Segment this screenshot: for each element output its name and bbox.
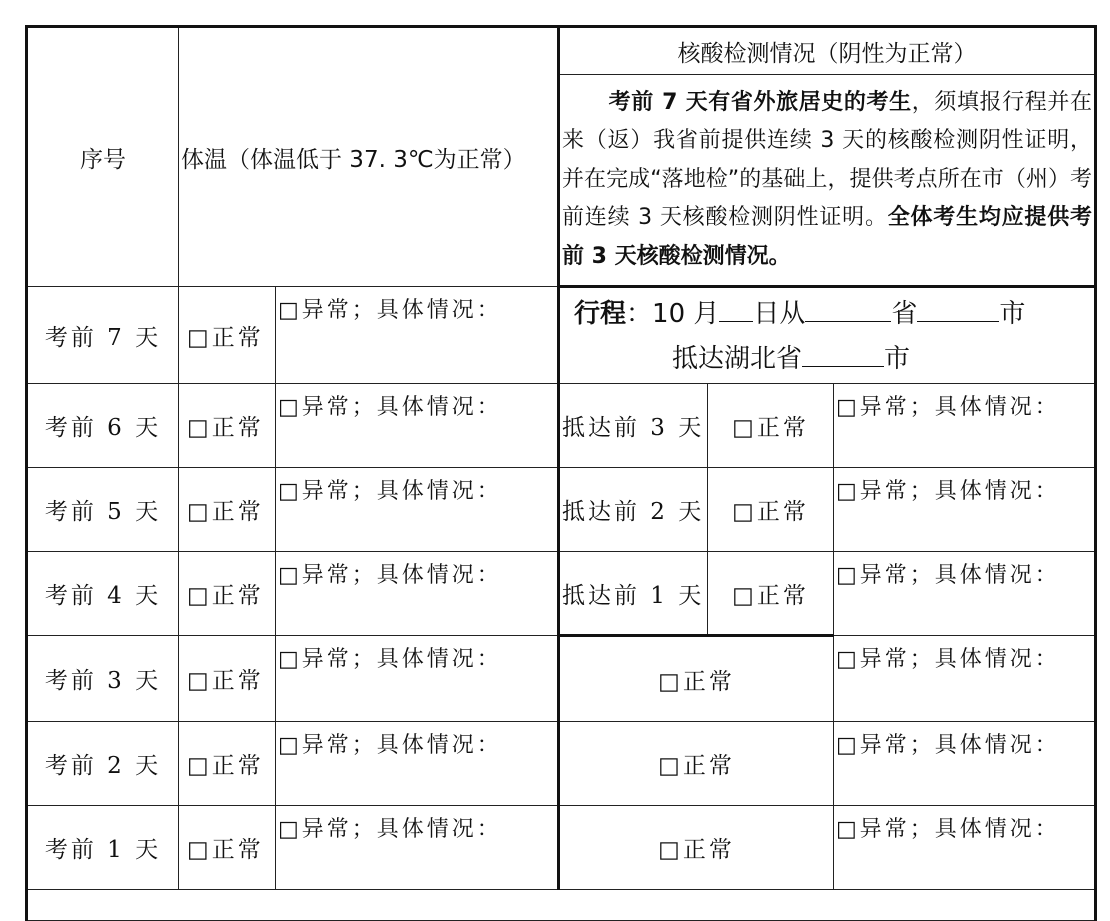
- trip-province-blank[interactable]: [805, 291, 891, 322]
- arrival-day-label: 抵达前 2 天: [559, 468, 708, 552]
- arrival-day-label: 抵达前 1 天: [559, 552, 708, 636]
- table-row: [27, 806, 1096, 890]
- trip-arrive-city-blank[interactable]: [802, 336, 884, 367]
- day-label: 考前 3 天: [27, 636, 179, 722]
- trip-cell: 行程：10 月 日从 省 市 抵达湖北省 市: [559, 287, 1096, 384]
- serial-header: 序号: [27, 27, 179, 287]
- arrival-day-label: 抵达前 3 天: [559, 384, 708, 468]
- nucleic-abnormal-field[interactable]: □异常；具体情况：: [834, 636, 1096, 722]
- nucleic-notice: [559, 75, 1096, 287]
- temp-normal-checkbox[interactable]: □正常: [179, 722, 276, 806]
- temp-normal-checkbox[interactable]: □正常: [179, 806, 276, 890]
- day-label: 考前 2 天: [27, 722, 179, 806]
- nucleic-normal-checkbox[interactable]: □正常: [708, 552, 834, 636]
- nucleic-abnormal-field[interactable]: □异常；具体情况：: [834, 384, 1096, 468]
- table-row: [27, 384, 1096, 468]
- temp-normal-checkbox[interactable]: □正常: [179, 468, 276, 552]
- temp-abnormal-field[interactable]: □异常；具体情况：: [276, 806, 559, 890]
- day-label: 考前 6 天: [27, 384, 179, 468]
- nucleic-normal-checkbox[interactable]: □正常: [559, 722, 834, 806]
- day-label: 考前 1 天: [27, 806, 179, 890]
- table-row: [27, 552, 1096, 636]
- table-row: [27, 636, 1096, 722]
- table-row: [27, 287, 1096, 384]
- day-label: 考前 4 天: [27, 552, 179, 636]
- day-label: 考前 7 天: [27, 287, 179, 384]
- nucleic-normal-checkbox[interactable]: □正常: [559, 806, 834, 890]
- notice-bold-1: 考前 7 天有省外旅居史的考生: [608, 89, 912, 115]
- temp-abnormal-field[interactable]: □异常；具体情况：: [276, 384, 559, 468]
- footer-cell: [27, 890, 1096, 921]
- nucleic-abnormal-field[interactable]: □异常；具体情况：: [834, 722, 1096, 806]
- nucleic-normal-checkbox[interactable]: □正常: [559, 636, 834, 722]
- temp-normal-checkbox[interactable]: □正常: [179, 384, 276, 468]
- temp-abnormal-field[interactable]: □异常；具体情况：: [276, 552, 559, 636]
- health-form-table: [25, 25, 1097, 921]
- trip-city-blank[interactable]: [917, 291, 999, 322]
- nucleic-abnormal-field[interactable]: □异常；具体情况：: [834, 552, 1096, 636]
- trip-day-blank[interactable]: [719, 291, 753, 322]
- day-label: 考前 5 天: [27, 468, 179, 552]
- nucleic-normal-checkbox[interactable]: □正常: [708, 384, 834, 468]
- temperature-header: 体温（体温低于 37. 3℃为正常）: [179, 27, 559, 287]
- temp-abnormal-field[interactable]: □异常；具体情况：: [276, 468, 559, 552]
- nucleic-header: 核酸检测情况（阴性为正常）: [559, 27, 1096, 75]
- table-row: [27, 722, 1096, 806]
- nucleic-normal-checkbox[interactable]: □正常: [708, 468, 834, 552]
- temp-abnormal-field[interactable]: □异常；具体情况：: [276, 636, 559, 722]
- temp-normal-checkbox[interactable]: □正常: [179, 636, 276, 722]
- temp-abnormal-field[interactable]: □异常；具体情况：: [276, 722, 559, 806]
- nucleic-abnormal-field[interactable]: □异常；具体情况：: [834, 806, 1096, 890]
- temp-normal-checkbox[interactable]: □正常: [179, 287, 276, 384]
- table-row-partial: [27, 890, 1096, 921]
- notice-text-1: ，须填报行程并在来（返）我省前提供连续 3 天的核酸检测阴性证明，并在完成“落地检”的基础上，提供考点所在市（州）考前连续 3 天核酸检测阴性证明。: [562, 89, 1092, 231]
- table-row: [27, 468, 1096, 552]
- trip-label: 行程: [574, 298, 627, 329]
- nucleic-abnormal-field[interactable]: □异常；具体情况：: [834, 468, 1096, 552]
- temp-abnormal-field[interactable]: □异常；具体情况：: [276, 287, 559, 384]
- notice-bold-2: 全体考生均应提供考前 3 天核酸检测情况。: [562, 205, 1092, 269]
- temp-normal-checkbox[interactable]: □正常: [179, 552, 276, 636]
